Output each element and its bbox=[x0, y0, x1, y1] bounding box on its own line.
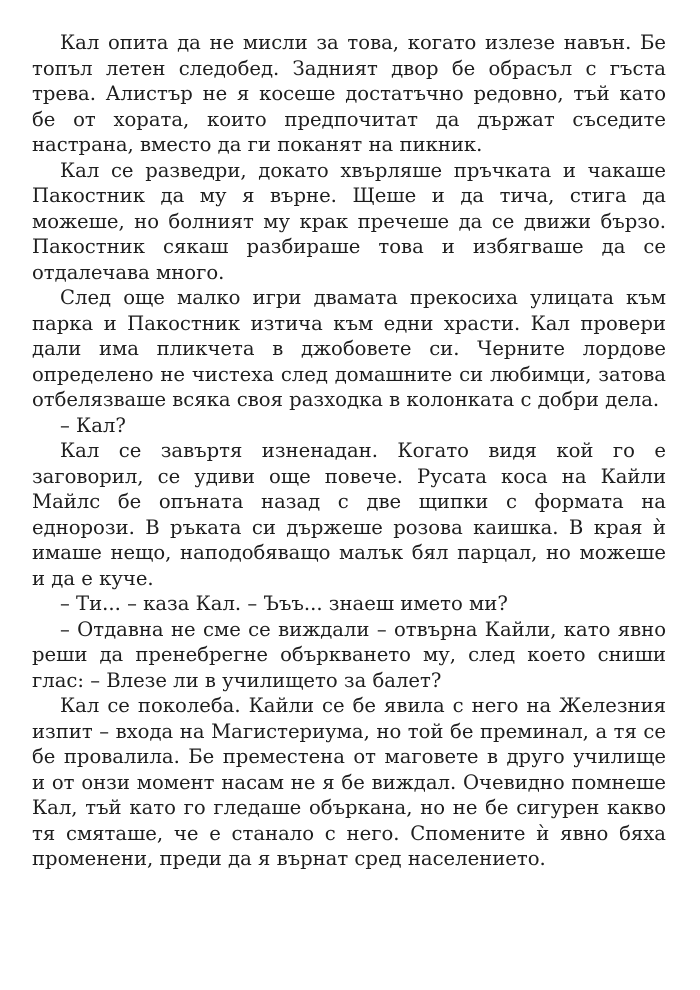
paragraph-7: – Отдавна не сме се виждали – отвърна Кайли, като явно реши да пренебрегне объркването му, след което сниши глас: – Влезе ли в училището за балет? bbox=[32, 617, 666, 692]
paragraph-2: Кал се разведри, докато хвърляше пръчката и чакаше Пакостник да му я върне. Щеше и да тича, стига да можеше, но болният му крак пречеше да се движи бързо. Пакостник сякаш разбираше това и избягваше да се отдалечава много. bbox=[32, 158, 666, 284]
paragraph-5: Кал се завъртя изненадан. Когато видя кой го е заговорил, се удиви още повече. Русата коса на Кайли Майлс бе опъната назад с две щипки с формата на еднорози. В ръката си държеше розова каишка. В края ѝ имаше нещо, наподобяващо малък бял парцал, но можеше и да е куче. bbox=[32, 439, 666, 590]
paragraph-3: След още малко игри двамата прекосиха улицата към парка и Пакостник изтича към едни храсти. Кал провери дали има пликчета в джобовете си. Черните лордове определено не чистеха след домашните си любимци, затова отбелязваше всяка своя разходка в колонката с добри дела. bbox=[32, 286, 666, 411]
paragraph-1: Кал опита да не мисли за това, когато излезе навън. Бе топъл летен следобед. Задният двор бе обрасъл с гъста трева. Алистър не я косеше достатъчно редовно, тъй като бе от хората, които предпочитат да държат съседите настрана, вместо да ги поканят на пикник. bbox=[32, 31, 666, 156]
paragraph-8: Кал се поколеба. Кайли се бе явила с него на Железния изпит – входа на Магистериума, но той бе преминал, а тя се бе провалила. Бе преместена от маговете в друго училище и от онзи момент насам не я бе виждал. Очевидно помнеше Кал, тъй като го гледаше объркана, но не бе сигурен какво тя смяташе, че е станало с него. Спомените ѝ явно бяха променени, преди да я върнат сред населението. bbox=[32, 694, 666, 870]
book-page bbox=[32, 30, 666, 872]
paragraph-6: – Ти... – каза Кал. – Ъъъ... знаеш името ми? bbox=[60, 592, 508, 615]
paragraph-4: – Кал? bbox=[60, 413, 126, 437]
